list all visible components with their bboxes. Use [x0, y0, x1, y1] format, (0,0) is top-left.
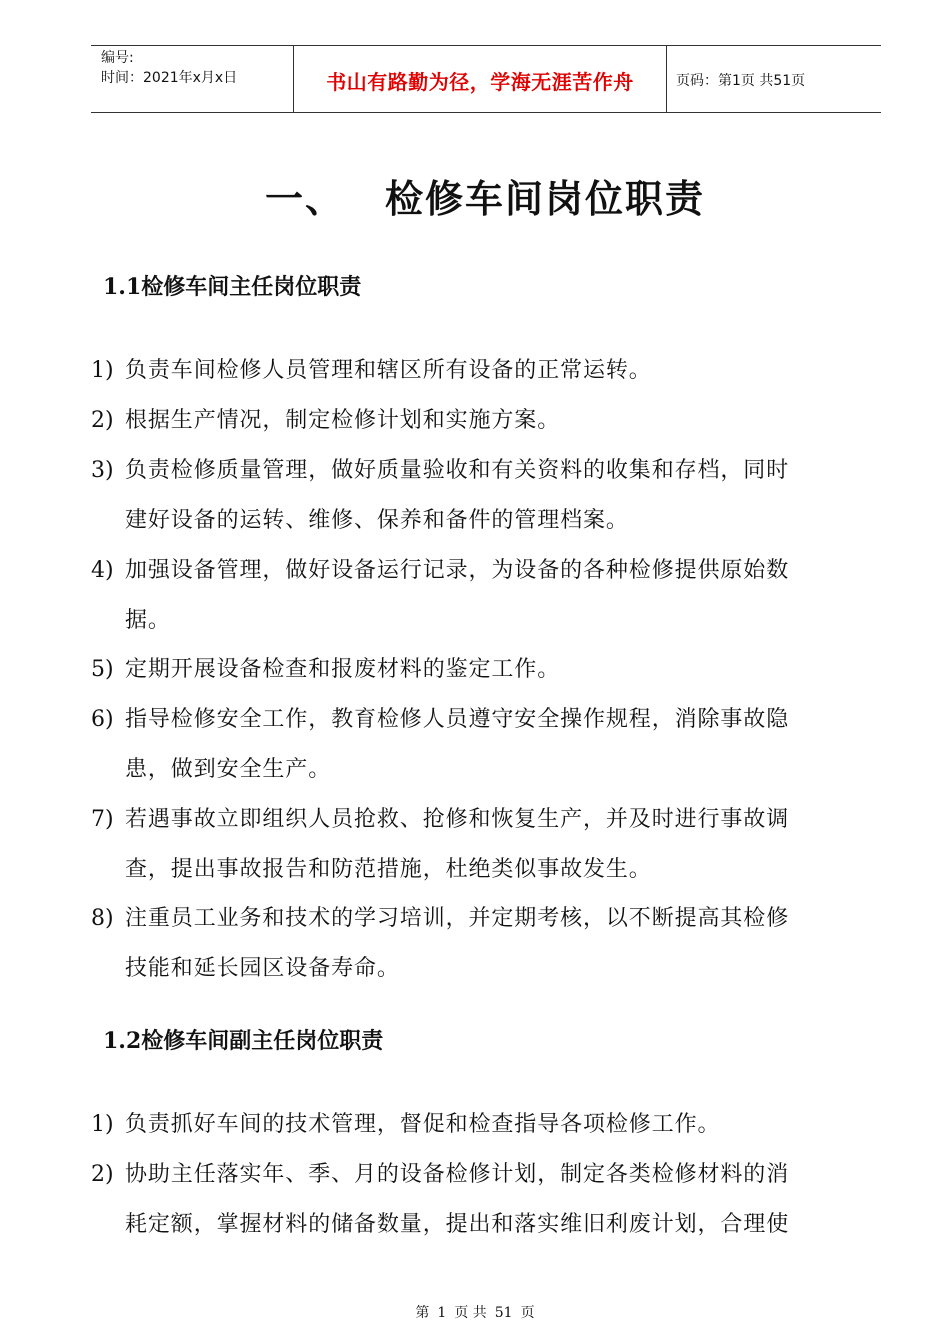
list-item-line: 指导检修安全工作，教育检修人员遵守安全操作规程，消除事故隐 [125, 707, 790, 732]
list-item-line: 协助主任落实年、季、月的设备检修计划，制定各类检修材料的消 [125, 1162, 790, 1187]
list-item [91, 1100, 871, 1150]
list-item-number: 4) [91, 558, 114, 583]
header-motto: 书山有路勤为径，学海无涯苦作舟 [326, 70, 634, 94]
list-item [91, 446, 871, 546]
header-bottom-rule [91, 112, 881, 113]
list-item-line: 若遇事故立即组织人员抢救、抢修和恢复生产，并及时进行事故调 [125, 807, 790, 832]
page-title [0, 168, 950, 223]
list-item-line: 建好设备的运转、维修、保养和备件的管理档案。 [125, 508, 629, 533]
title-text: 检修车间岗位职责 [385, 177, 706, 221]
footer-page-total: 51 [494, 1305, 513, 1321]
list-item-line: 负责检修质量管理，做好质量验收和有关资料的收集和存档，同时 [125, 458, 790, 483]
list-item-line: 注重员工业务和技术的学习培训，并定期考核，以不断提高其检修 [125, 906, 790, 931]
list-item-number: 3) [91, 458, 114, 483]
list-item [91, 1150, 871, 1250]
list-item [91, 546, 871, 646]
footer-page-num: 1 [437, 1305, 447, 1321]
header-page-info: 页码：第1页 共51页 [676, 73, 806, 89]
list-item-line: 技能和延长园区设备寿命。 [125, 956, 400, 981]
header-top-rule [91, 45, 881, 46]
list-item-line: 根据生产情况，制定检修计划和实施方案。 [125, 408, 561, 433]
section-heading: 1.1检修车间主任岗位职责 [103, 274, 362, 300]
list-item-number: 2) [91, 1162, 114, 1187]
list-item-line: 患，做到安全生产。 [125, 757, 332, 782]
list-item-line: 耗定额，掌握材料的储备数量，提出和落实维旧利废计划，合理使 [125, 1212, 790, 1237]
list-item-number: 8) [91, 906, 114, 931]
list-item-line: 据。 [125, 608, 171, 633]
list-item [91, 695, 871, 795]
list-item-line: 定期开展设备检查和报废材料的鉴定工作。 [125, 657, 561, 682]
list-item-number: 1) [91, 1112, 114, 1137]
list-item [91, 346, 871, 396]
footer-prefix: 第 [415, 1305, 430, 1321]
header-time-label: 时间：2021年x月x日 [101, 70, 238, 86]
list-item [91, 645, 871, 695]
list-item-number: 5) [91, 657, 114, 682]
list-item [91, 894, 871, 994]
list-item-number: 6) [91, 707, 114, 732]
header-number-label: 编号: [101, 50, 134, 66]
list-item-number: 7) [91, 807, 114, 832]
list-item [91, 795, 871, 895]
list-item [91, 396, 871, 446]
header-divider-right [666, 45, 667, 112]
footer-mid: 页 共 [454, 1305, 487, 1321]
list-item-number: 1) [91, 358, 114, 383]
list-item-number: 2) [91, 408, 114, 433]
list-item-line: 负责抓好车间的技术管理，督促和检查指导各项检修工作。 [125, 1112, 721, 1137]
title-number: 一、 [264, 177, 345, 221]
list-item-line: 查，提出事故报告和防范措施，杜绝类似事故发生。 [125, 857, 652, 882]
section-heading: 1.2检修车间副主任岗位职责 [103, 1028, 384, 1054]
list-item-line: 加强设备管理，做好设备运行记录，为设备的各种检修提供原始数 [125, 558, 790, 583]
header-meta [101, 48, 237, 88]
page-footer [0, 1302, 950, 1322]
list-item-line: 负责车间检修人员管理和辖区所有设备的正常运转。 [125, 358, 652, 383]
footer-suffix: 页 [520, 1305, 535, 1321]
